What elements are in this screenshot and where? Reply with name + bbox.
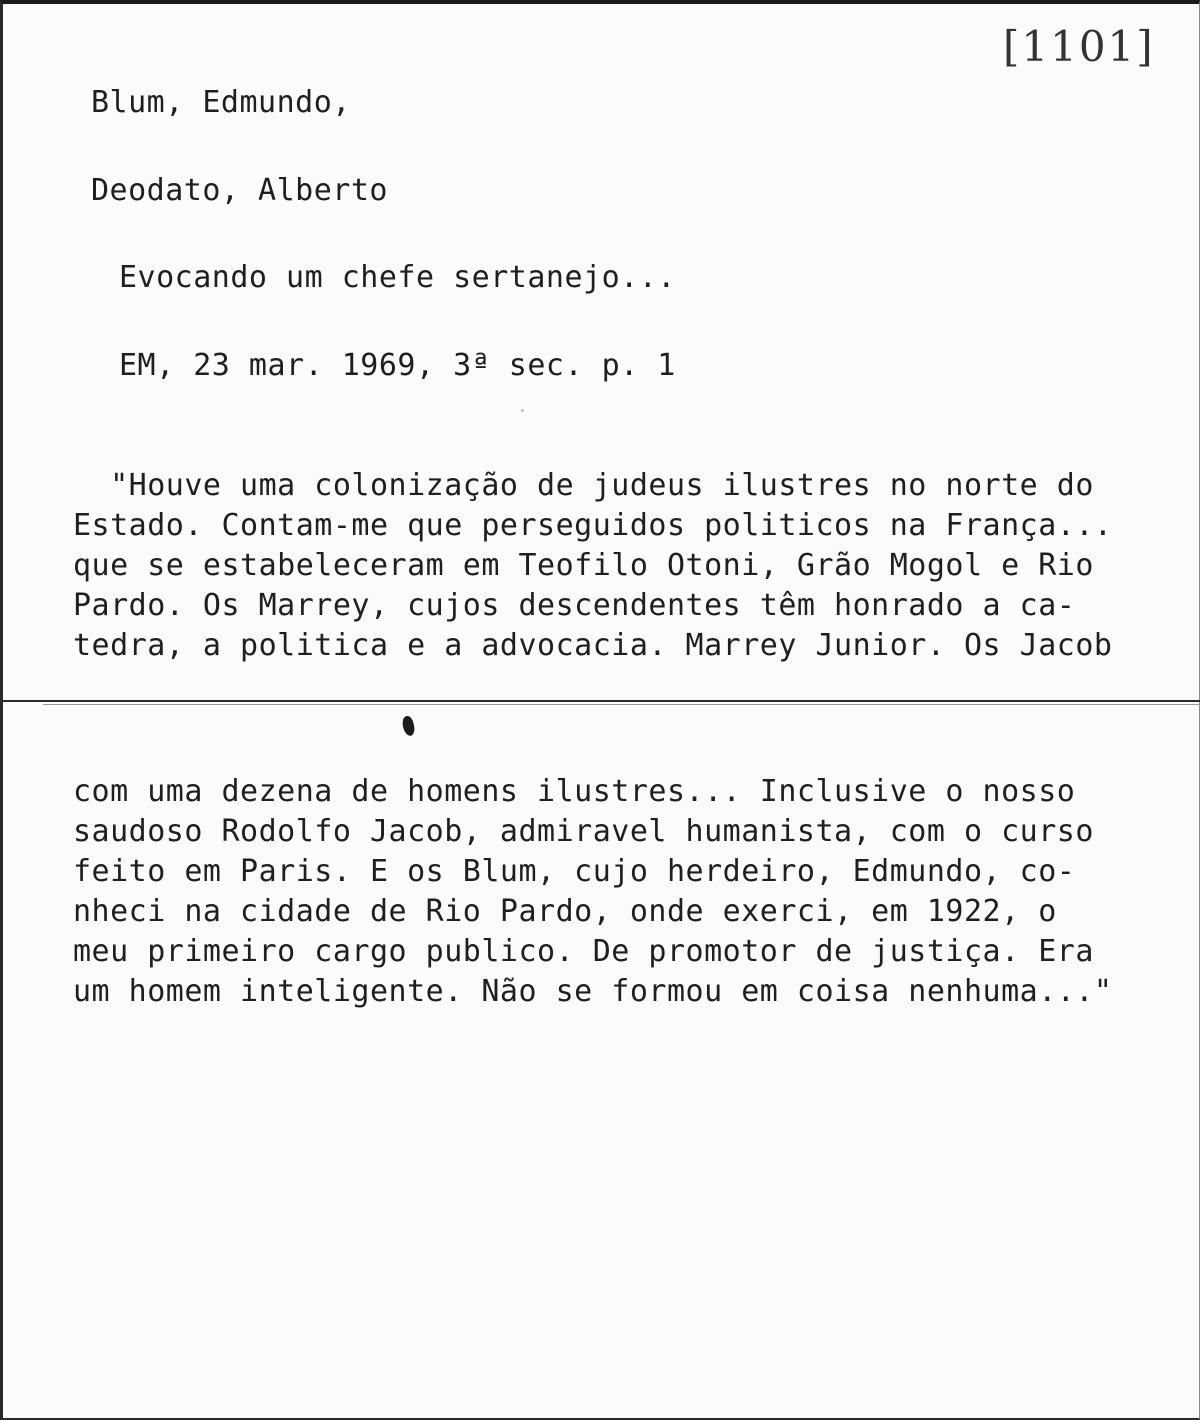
quote-line: um homem inteligente. Não se formou em coisa nenhuma..." (73, 974, 1113, 1009)
article-title: Evocando um chefe sertanejo... (119, 260, 676, 295)
author-name: Deodato, Alberto (91, 173, 388, 208)
quote-line: saudoso Rodolfo Jacob, admiravel humanista, com o curso (73, 814, 1094, 849)
ink-blot (401, 715, 416, 737)
quote-line: "Houve uma colonização de judeus ilustres no norte do (73, 468, 1094, 503)
quote-line: Estado. Contam-me que perseguidos politicos na França... (73, 508, 1113, 543)
quote-line: que se estabeleceram em Teofilo Otoni, Grão Mogol e Rio (73, 548, 1094, 583)
quote-line: com uma dezena de homens ilustres... Inclusive o nosso (73, 774, 1076, 809)
card-fold-line (3, 700, 1200, 706)
source-citation: EM, 23 mar. 1969, 3ª sec. p. 1 (119, 348, 676, 383)
quote-line: nheci na cidade de Rio Pardo, onde exerci, em 1922, o (73, 894, 1057, 929)
quote-line: meu primeiro cargo publico. De promotor de justiça. Era (73, 934, 1094, 969)
quote-line: feito em Paris. E os Blum, cujo herdeiro, Edmundo, co- (73, 854, 1076, 889)
subject-name: Blum, Edmundo, (91, 85, 351, 120)
paper-speck (521, 409, 524, 412)
quote-line: Pardo. Os Marrey, cujos descendentes têm honrado a ca- (73, 588, 1076, 623)
reference-number: [1101] (1003, 22, 1155, 71)
quote-line: tedra, a politica e a advocacia. Marrey Junior. Os Jacob (73, 628, 1113, 663)
